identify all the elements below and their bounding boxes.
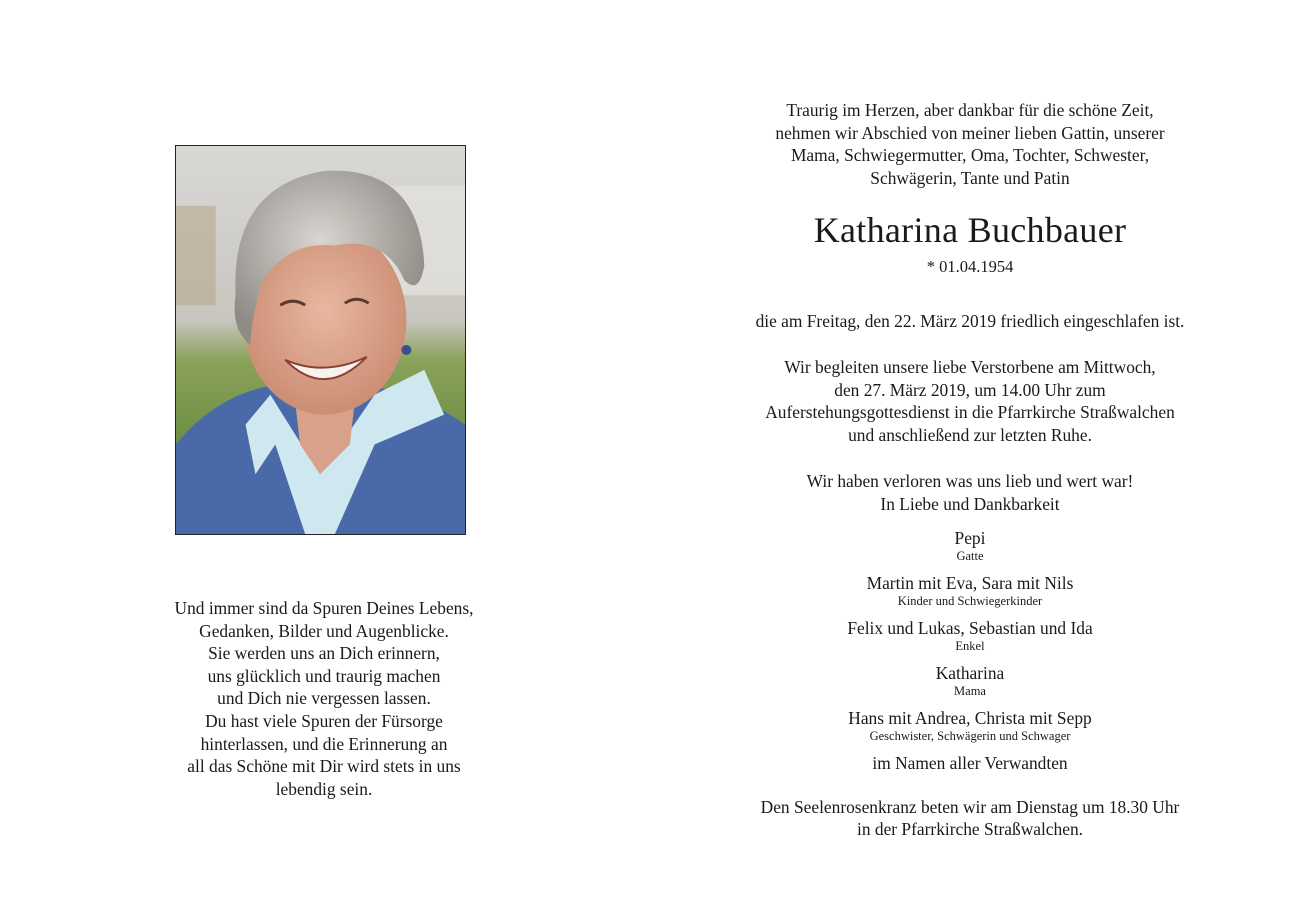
memorial-poem (120, 597, 528, 800)
funeral-service-info (700, 356, 1240, 446)
poem-line: Sie werden uns an Dich erinnern, (208, 643, 440, 664)
closing-text (700, 470, 1240, 515)
family-role: Mama (954, 683, 986, 698)
closing-line: Wir haben verloren was uns lieb und wert war! (806, 471, 1134, 492)
intro-line: nehmen wir Abschied von meiner lieben Gattin, unserer (775, 122, 1165, 143)
family-names: Pepi (954, 527, 986, 548)
deceased-name: Katharina Buchbauer (813, 210, 1127, 251)
service-line: und anschließend zur letzten Ruhe. (848, 424, 1092, 445)
family-names: Katharina (935, 662, 1005, 683)
family-names: Felix und Lukas, Sebastian und Ida (847, 617, 1093, 638)
intro-line: Schwägerin, Tante und Patin (870, 167, 1070, 188)
poem-line: und Dich nie vergessen lassen. (217, 688, 431, 709)
service-line: Wir begleiten unsere liebe Verstorbene am Mittwoch, (784, 356, 1156, 377)
family-role: Geschwister, Schwägerin und Schwager (869, 728, 1071, 743)
portrait-photo (175, 145, 466, 535)
service-line: Auferstehungsgottesdienst in die Pfarrkirche Straßwalchen (765, 402, 1175, 423)
family-role: Enkel (955, 638, 985, 653)
family-list (700, 527, 1240, 774)
poem-line: uns glücklich und traurig machen (207, 665, 441, 686)
rosary-line: in der Pfarrkirche Straßwalchen. (857, 819, 1083, 840)
family-role: Kinder und Schwiegerkinder (897, 593, 1043, 608)
poem-line: Und immer sind da Spuren Deines Lebens, (174, 598, 474, 618)
service-line: den 27. März 2019, um 14.00 Uhr zum (834, 379, 1106, 400)
family-names: Hans mit Andrea, Christa mit Sepp (848, 707, 1092, 728)
intro-line: Mama, Schwiegermutter, Oma, Tochter, Schwester, (790, 145, 1150, 166)
death-line: die am Freitag, den 22. März 2019 friedlich eingeschlafen ist. (755, 311, 1185, 332)
portrait-image (176, 146, 465, 534)
family-names: Martin mit Eva, Sara mit Nils (866, 572, 1074, 593)
poem-line: all das Schöne mit Dir wird stets in uns (187, 756, 461, 777)
rosary-info (700, 796, 1240, 841)
poem-line: Gedanken, Bilder und Augenblicke. (199, 620, 449, 641)
rosary-line: Den Seelenrosenkranz beten wir am Dienstag um 18.30 Uhr (760, 796, 1180, 817)
poem-line: hinterlassen, und die Erinnerung an (200, 733, 448, 754)
intro-text (700, 99, 1240, 189)
poem-line: Du hast viele Spuren der Fürsorge (205, 710, 443, 731)
announcement-panel (700, 99, 1240, 841)
closing-line: In Liebe und Dankbarkeit (880, 493, 1060, 514)
intro-line: Traurig im Herzen, aber dankbar für die schöne Zeit, (786, 100, 1154, 120)
all-relatives: im Namen aller Verwandten (872, 752, 1068, 773)
birth-date: * 01.04.1954 (926, 257, 1014, 277)
family-role: Gatte (956, 548, 984, 563)
death-notice (700, 310, 1240, 333)
poem-line: lebendig sein. (275, 778, 373, 799)
